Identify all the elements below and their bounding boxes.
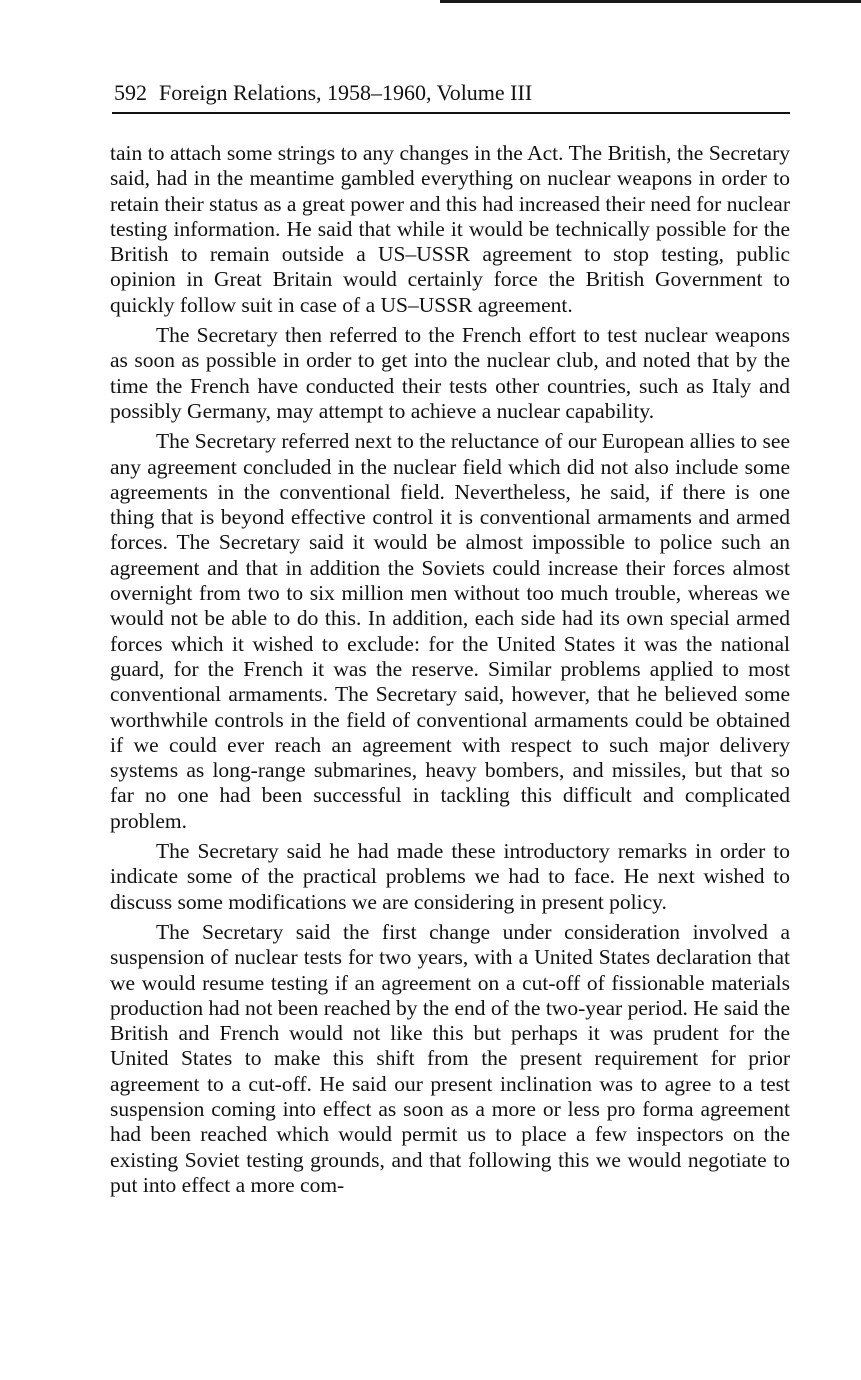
- paragraph-5: The Secretary said the first change under consideration involved a suspension of nuclear tests for two years, with a United States declaration that we would resume testing if an agreement on a cut-off of fissionable materials production had not been reached by the end of the two-year period. He said the British and French would not like this but perhaps it was prudent for the United States to make this shift from the present requirement for prior agreement to a cut-off. He said our present inclination was to agree to a test suspension coming into effect as soon as a more or less pro forma agreement had been reached which would permit us to place a few inspectors on the existing Soviet testing grounds, and that following this we would negotiate to put into effect a more com-: [110, 919, 790, 1197]
- paragraph-2: The Secretary then referred to the French effort to test nuclear weapons as soon as possible in order to get into the nuclear club, and noted that by the time the French have conducted their tests other countries, such as Italy and possibly Germany, may attempt to achieve a nuclear capability.: [110, 323, 790, 423]
- paragraph-1: tain to attach some strings to any changes in the Act. The British, the Secretary said, had in the meantime gambled everything on nuclear weapons in order to retain their status as a great power and this had increased their need for nuclear testing information. He said that while it would be technically possible for the British to remain outside a US–USSR agreement to stop testing, public opinion in Great Britain would certainly force the British Government to quickly follow suit in case of a US–USSR agreement.: [110, 141, 790, 317]
- header-rule: [112, 112, 790, 114]
- page-number: 592: [114, 80, 147, 105]
- page-header: [114, 76, 790, 110]
- paragraph-4: The Secretary said he had made these introductory remarks in order to indicate some of the practical problems we had to face. He next wished to discuss some modifications we are considering in present policy.: [110, 839, 790, 914]
- running-title: Foreign Relations, 1958–1960, Volume III: [159, 80, 533, 105]
- paragraph-3: The Secretary referred next to the reluctance of our European allies to see any agreement concluded in the nuclear field which did not also include some agreements in the conventional field. Nevertheless, he said, if there is one thing that is beyond effective control it is conventional armaments and armed forces. The Secretary said it would be almost impossible to police such an agreement and that in addition the Soviets could increase their forces almost overnight from two to six million men without too much trouble, whereas we would not be able to do this. In addition, each side had its own special armed forces which it wished to exclude: for the United States it was the national guard, for the French it was the reserve. Similar problems applied to most conventional armaments. The Secretary said, however, that he believed some worthwhile controls in the field of conventional armaments could be obtained if we could ever reach an agreement with respect to such major delivery systems as long-range submarines, heavy bombers, and missiles, but that so far no one had been successful in tackling this difficult and complicated problem.: [110, 429, 790, 833]
- body-text: [110, 141, 790, 1203]
- page-top-edge: [440, 0, 861, 3]
